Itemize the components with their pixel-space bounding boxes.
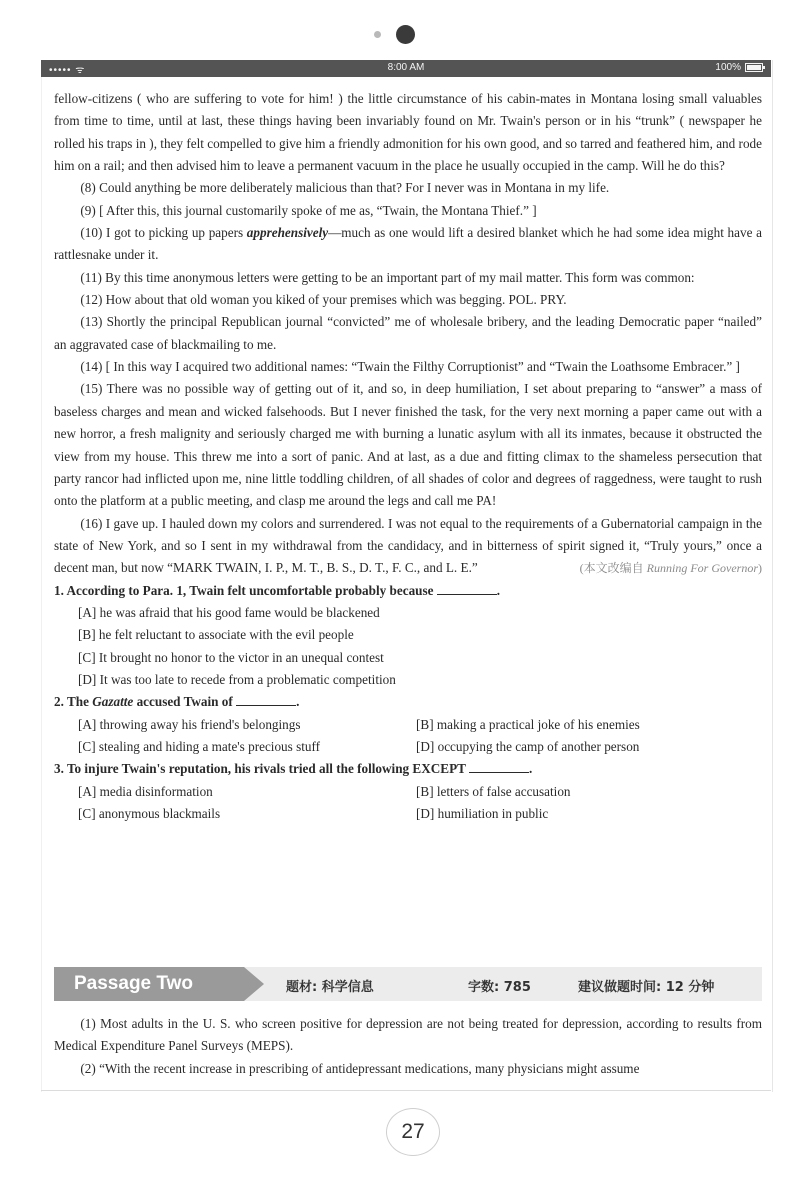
- source-title: Running For Governor: [646, 561, 758, 576]
- question-2-option-b: [B] making a practical joke of his enemies: [416, 716, 640, 732]
- banner-arrow: [244, 967, 264, 1001]
- question-3-period: .: [528, 761, 533, 777]
- question-1-option-a: [A] he was afraid that his good fame would be blackened: [78, 604, 380, 620]
- answer-blank: [236, 693, 296, 706]
- question-1-stem: [54, 580, 762, 602]
- question-2-stem: [54, 691, 762, 713]
- status-time: 8:00 AM: [387, 62, 425, 73]
- source-prefix: (本文改编自: [579, 561, 647, 576]
- status-bar: [41, 60, 771, 77]
- battery-icon: [745, 63, 763, 72]
- question-1-period: .: [496, 582, 501, 598]
- question-3-option-c: [C] anonymous blackmails: [78, 806, 221, 821]
- banner-topic: 题材: 科学信息: [286, 980, 374, 995]
- question-3-stem: [54, 758, 762, 780]
- question-2-option-d: [D] occupying the camp of another person: [416, 738, 640, 754]
- paragraph-16-text: (16) I gave up. I hauled down my colors and surrendered. I was not equal to the requirements of a Gubernatorial campaign in the state of New York, and so I sent in my withdrawal from the candidacy, and in bitterness of spirit signed it, “Truly yours,” once a decent man, but now “MARK TWAIN, I. P., M. T., B. S., D. T., F. C., and L. E.”: [54, 515, 762, 576]
- battery-percent: 100%: [715, 62, 741, 73]
- source-note: [553, 557, 762, 579]
- question-1-option-d: [D] It was too late to recede from a problematic competition: [78, 671, 396, 687]
- paragraph-8: (8) Could anything be more deliberately malicious than that? For I never was in Montana in my life.: [80, 180, 610, 196]
- answer-blank: [469, 760, 529, 773]
- passage-two-paragraph-2: (2) “With the recent increase in prescribing of antidepressant medications, many physicians might assume: [80, 1060, 640, 1076]
- question-2-options-row-1: [54, 714, 762, 736]
- page-number: 27: [386, 1108, 440, 1156]
- passage-two-banner: [54, 966, 762, 1000]
- source-suffix: ): [758, 561, 762, 576]
- question-2-text-a: 2. The: [54, 694, 93, 710]
- passage-two-text: [54, 1013, 762, 1080]
- question-3-options-row-1: [54, 781, 762, 803]
- paragraph-13: (13) Shortly the principal Republican journal “convicted” me of wholesale bribery, and the leading Democratic paper “nailed” an aggravated case of blackmailing to me.: [54, 314, 762, 352]
- question-2-option-c: [C] stealing and hiding a mate's precious stuff: [78, 738, 321, 754]
- question-2-text-b: accused Twain of: [133, 694, 237, 710]
- question-3-option-a: [A] media disinformation: [78, 783, 213, 799]
- paragraph-10-start: (10) I got to picking up papers: [80, 225, 247, 241]
- paragraph-12: (12) How about that old woman you kiked of your premises which was begging. POL. PRY.: [80, 292, 567, 308]
- banner-suggested-time: 建议做题时间: 12 分钟: [578, 980, 715, 995]
- device-camera: [0, 25, 800, 47]
- question-3-option-d: [D] humiliation in public: [416, 806, 549, 821]
- paragraph-7-continued: fellow-citizens ( who are suffering to vote for him! ) the little circumstance of his cabin-mates in Montana losing small valuables from time to time, until at last, these things having been invariably found on Mr. Twain's person or in his “trunk” ( newspaper he rolled his traps in ), they felt compelled to give him a friendly admonition for his own good, and so tarred and feathered him, and rode him on a rail; and then advised him to leave a permanent vacuum in the place he usually occupied in the camp. Will he do this?: [54, 91, 762, 174]
- question-2-newspaper: Gazatte: [92, 694, 134, 710]
- camera-lens: [396, 25, 415, 44]
- paragraph-10-end: —much as one would lift a desired blanket which he had some idea might have a rattlesnake under it.: [54, 225, 762, 263]
- paragraph-9: (9) [ After this, this journal customarily spoke of me as, “Twain, the Montana Thief.” ]: [80, 202, 537, 218]
- question-2-period: .: [296, 694, 300, 710]
- question-3-options-row-2: [54, 803, 762, 825]
- signal-wifi-indicator: ••••• ᯤ: [49, 65, 86, 76]
- battery-indicator: [715, 62, 763, 73]
- question-2-options-row-2: [54, 736, 762, 758]
- camera-sensor: [374, 31, 381, 38]
- question-3-text: 3. To injure Twain's reputation, his rivals tried all the following EXCEPT: [54, 761, 469, 777]
- paragraph-11: (11) By this time anonymous letters were getting to be an important part of my mail matter. This form was common:: [80, 269, 695, 285]
- paragraph-16: [54, 513, 762, 580]
- banner-word-count: 字数: 785: [468, 980, 531, 995]
- paragraph-10: [54, 222, 762, 267]
- question-1-option-b: [B] he felt reluctant to associate with the evil people: [78, 627, 354, 643]
- emphasis-word: apprehensively: [246, 225, 329, 241]
- banner-title: Passage Two: [54, 967, 244, 1001]
- passage-two-paragraph-1: (1) Most adults in the U. S. who screen positive for depression are not being treated for depression, according to results from Medical Expenditure Panel Surveys (MEPS).: [54, 1016, 762, 1054]
- question-1-option-c: [C] It brought no honor to the victor in an unequal contest: [78, 649, 384, 665]
- paragraph-14: (14) [ In this way I acquired two additional names: “Twain the Filthy Corruptionist” and “Twain the Loathsome Embracer.” ]: [80, 359, 740, 375]
- passage-one-text: [54, 88, 762, 825]
- paragraph-15: (15) There was no possible way of getting out of it, and so, in deep humiliation, I set about preparing to “answer” a mass of baseless charges and mean and wicked falsehoods. But I never finished the task, for the very next morning a paper came out with a new horror, a fresh malignity and seriously charged me with burning a lunatic asylum with all its inmates, because it obstructed the view from my house. This threw me into a sort of panic. And at last, as a due and fitting climax to the shameless persecution that party rancor had inflicted upon me, nine little toddling children, of all shades of color and degrees of raggedness, were taught to rush onto the platform at a public meeting, and clasp me around the legs and call me PA!: [54, 381, 762, 509]
- bottom-divider: [41, 1090, 771, 1091]
- question-1-text: 1. According to Para. 1, Twain felt uncomfortable probably because: [54, 582, 437, 598]
- question-3-option-b: [B] letters of false accusation: [416, 783, 571, 799]
- question-2-option-a: [A] throwing away his friend's belongings: [78, 716, 301, 732]
- answer-blank: [437, 582, 497, 595]
